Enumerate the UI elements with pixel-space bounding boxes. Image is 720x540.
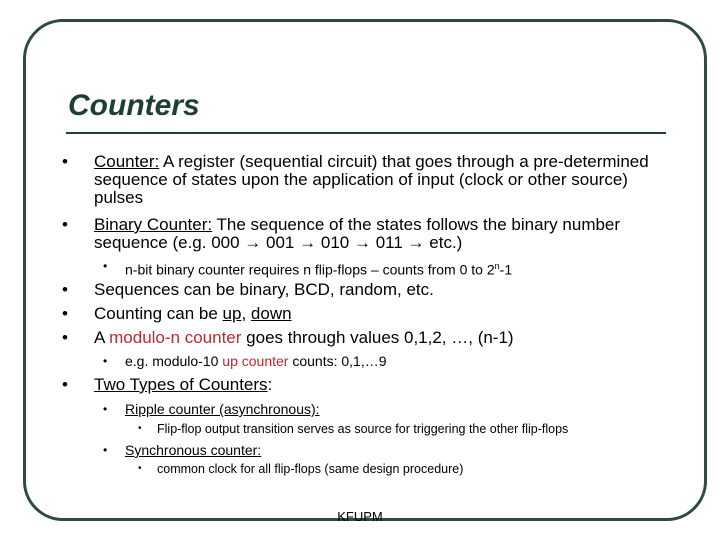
seq-011: 011 [375,233,403,252]
term-up: up [222,304,242,323]
ripple-detail-text: Flip-flop output transition serves as source for triggering the other flip-flops [157,422,569,436]
arrow-icon: → [407,233,425,252]
term-up-counter: up counter [222,353,289,369]
sync-detail-text: common clock for all flip-flops (same design procedure) [157,462,464,476]
bullet-glyph: • [103,354,108,368]
counting-sep: , [241,304,251,323]
slide-footer: KFUPM [337,509,383,524]
term-modulo-n-counter: modulo-n counter [109,328,242,347]
term-two-types: Two Types of Counters [94,375,268,394]
term-down: down [250,304,292,323]
seq-001: 001 [266,233,295,252]
modulo-example-suffix: counts: 0,1,…9 [288,353,387,369]
synchronous-counter-text: Synchronous counter: [125,442,262,458]
bullet-glyph: • [103,402,108,416]
sequences-text: Sequences can be binary, BCD, random, etc. [94,280,434,299]
bullet-glyph: • [62,304,68,323]
bullet-glyph: • [62,215,68,234]
bullet-glyph: • [62,328,68,347]
modulo-suffix: goes through values 0,1,2, …, (n-1) [241,328,514,347]
bullet-glyph: • [62,152,68,171]
bullet-glyph: • [62,375,68,394]
bullet-glyph: • [62,280,68,299]
counter-definition-text: A register (sequential circuit) that goes through a pre-determined sequence of states upon the application of input (clock or other source) pulses [94,152,649,207]
bullet-glyph: • [138,423,142,434]
ripple-counter-text: Ripple counter (asynchronous): [125,401,320,417]
nbit-text: n-bit binary counter requires n flip-flops – counts from 0 to 2 [125,261,495,278]
seq-010: 010 [320,233,350,252]
seq-etc: etc.) [429,233,463,252]
nbit-tail: -1 [499,261,513,278]
arrow-icon: → [299,233,317,252]
arrow-icon: → [353,233,371,252]
binary-counter-text: The sequence of the states follows the binary number sequence (e.g. 000 [94,215,621,252]
term-binary-counter: Binary Counter: [94,215,213,234]
bullet-glyph: • [103,259,108,273]
modulo-example-prefix: e.g. modulo-10 [125,353,223,369]
modulo-prefix: A [94,328,110,347]
arrow-icon: → [244,233,262,252]
nbit-superscript: n [494,261,500,271]
bullet-glyph: • [138,463,142,474]
slide-title: Counters [68,89,200,122]
bullet-glyph: • [103,443,108,457]
two-types-colon: : [267,375,273,394]
counting-prefix: Counting can be [94,304,223,323]
term-counter: Counter: [94,152,160,171]
